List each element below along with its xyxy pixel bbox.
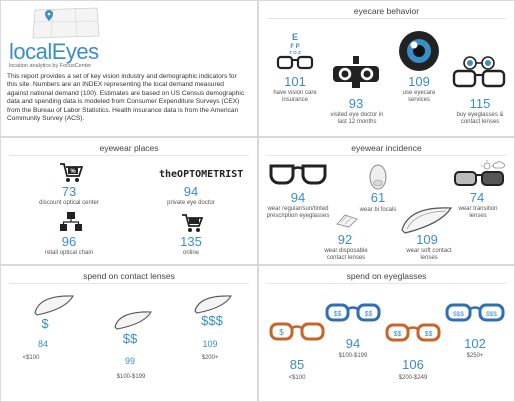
contacts-symbol-high: $$$ [201, 313, 223, 328]
glasses-icon-mid [325, 302, 381, 324]
contacts-title: spend on contact lenses [83, 271, 175, 281]
svg-text:F P: F P [290, 44, 300, 50]
transition-lenses-icon [453, 160, 505, 188]
contacts-high-value: 109 [202, 339, 218, 349]
transition-label: wear transition lenses [458, 206, 498, 219]
glasses-mid-label: $100-$199 [338, 353, 368, 359]
cart-online-icon [181, 213, 203, 233]
glasses-icon-upper [385, 322, 441, 344]
phoropter-icon [333, 56, 379, 90]
online-value: 135 [180, 234, 202, 249]
bifocal-lens-icon [369, 164, 387, 190]
buy-eyewear-value: 115 [469, 96, 491, 111]
glasses-symbol-upper-right: $$ [424, 331, 433, 338]
contact-lens-icon-mid [113, 309, 153, 331]
eyecare-behavior-panel [258, 0, 515, 137]
online-label: online [182, 250, 199, 256]
contacts-high-label: $200+ [201, 355, 219, 361]
contacts-low-label: <$100 [22, 355, 40, 361]
glasses-low-label: <$100 [288, 375, 306, 381]
intro-panel [0, 0, 258, 137]
glasses-contacts-icon [451, 56, 507, 96]
prescription-glasses-label: wear regular/sun/tinted prescription eyeglasses [266, 206, 330, 219]
eyecare-title: eyecare behavior [353, 6, 420, 16]
contacts-symbol-low: $ [41, 316, 49, 331]
bifocals-label: wear bi focals [359, 207, 397, 213]
places-title: eyewear places [99, 143, 159, 153]
eye-icon [397, 29, 441, 73]
glasses-high-label: $250+ [466, 353, 484, 359]
discount-optical-label: discount optical center [39, 200, 99, 206]
vision-insurance-value: 101 [284, 74, 306, 89]
private-doctor-label: private eye doctor [167, 200, 215, 206]
glasses-icon-low [269, 321, 325, 343]
contacts-mid-label: $100-$199 [116, 374, 146, 380]
buy-eyewear-label: buy eyeglasses & contact lenses [456, 112, 504, 125]
logo-tagline: location analytics by FocusCenter [9, 63, 92, 69]
contacts-low-value: 84 [37, 339, 48, 349]
contact-spend-panel [0, 265, 258, 402]
glasses-symbol-high: $$$ [453, 311, 464, 318]
svg-text:E: E [291, 32, 299, 42]
optometrist-brand: theOPTOMETRIST [159, 169, 244, 180]
logo-text: localEyes [9, 39, 99, 64]
contacts-symbol-mid: $$ [122, 331, 138, 346]
discount-optical-value: 73 [61, 184, 77, 199]
glasses-low-value: 85 [289, 357, 305, 372]
eyewear-incidence-panel [258, 137, 515, 265]
map-logo-icon [31, 6, 101, 40]
contact-lens-icon-high [193, 293, 233, 315]
eye-chart-glasses-icon [275, 31, 315, 73]
glasses-symbol-high-right: $$$ [486, 311, 497, 318]
contacts-mid-value: 99 [124, 356, 135, 366]
visited-doctor-value: 93 [348, 96, 364, 111]
transition-value: 74 [469, 190, 485, 205]
vision-insurance-label: have vision care insurance [273, 90, 317, 103]
incidence-title: eyewear incidence [351, 143, 422, 153]
soft-contacts-label: wear soft contact lenses [406, 248, 452, 261]
glasses-symbol-upper: $$ [393, 331, 402, 338]
glasses-symbol-low: $ [279, 328, 284, 337]
glasses-symbol-mid-right: $$ [364, 311, 373, 318]
eyecare-services-label: use eyecare services [402, 90, 436, 103]
eyecare-services-value: 109 [408, 74, 430, 89]
glasses-upper-value: 106 [402, 357, 424, 372]
glasses-title: spend on eyeglasses [346, 271, 427, 281]
private-doctor-value: 94 [183, 184, 199, 199]
eyeglasses-spend-panel [258, 265, 515, 402]
glasses-upper-label: $200-$249 [398, 375, 428, 381]
svg-text:%: % [70, 169, 76, 175]
disposable-lens-pack-icon [335, 212, 359, 228]
report-description: This report provides a set of key vision industry and demographic indicators for this site. Numbers are an INDEX representing the local demand measured against national demand (100). Estimates are based on US Census demographic data and spending data is modeled from Consumer Expenditure Surveys (CEX) from the Bureau of Labor Statistics. Health insurance data is from the American Community Survey (ACS). [7, 73, 245, 123]
store-chain-icon [59, 211, 83, 233]
svg-text:T O Z: T O Z [289, 50, 301, 55]
eyeglasses-icon [269, 163, 327, 185]
prescription-glasses-value: 94 [290, 190, 306, 205]
contact-lens-icon-low [33, 293, 75, 317]
disposable-contacts-label: wear disposable contact lenses [324, 248, 368, 261]
retail-chain-label: retail optical chain [44, 250, 94, 256]
glasses-symbol-mid: $$ [333, 311, 342, 318]
soft-contacts-value: 109 [416, 232, 438, 247]
bifocals-value: 61 [370, 190, 386, 205]
disposable-contacts-value: 92 [337, 232, 353, 247]
retail-chain-value: 96 [61, 234, 77, 249]
glasses-mid-value: 94 [345, 336, 361, 351]
glasses-icon-high [445, 302, 505, 324]
eyewear-places-panel [0, 137, 258, 265]
visited-doctor-label: visited eye doctor in last 12 months [330, 112, 384, 125]
shopping-cart-icon [59, 162, 83, 184]
glasses-high-value: 102 [464, 336, 486, 351]
